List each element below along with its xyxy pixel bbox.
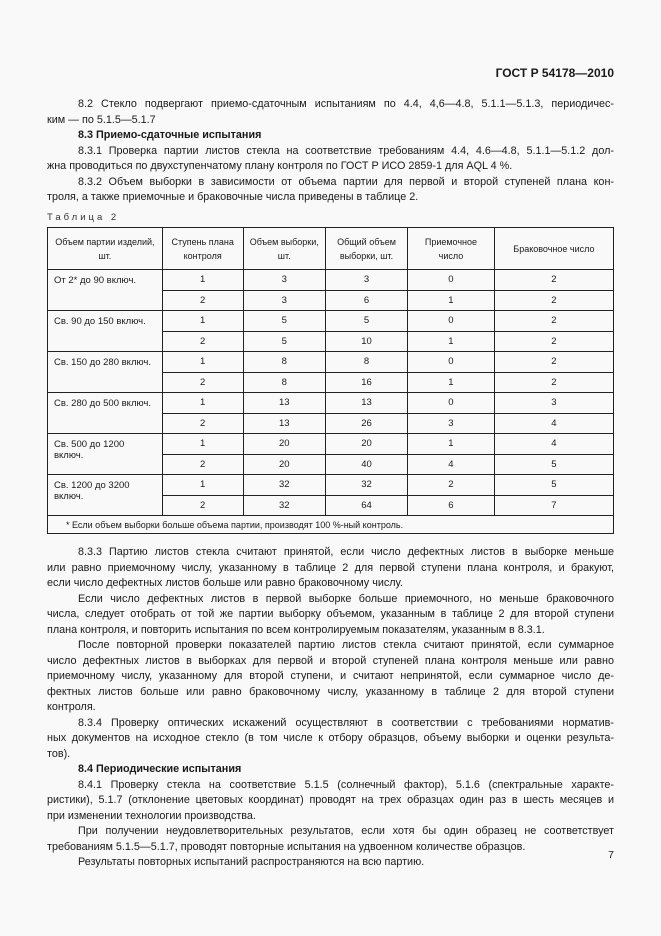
table-cell: 16 xyxy=(325,372,407,393)
table-cell: 0 xyxy=(408,311,495,332)
text-line: При получении неудовлетворительных результатов, если хотя бы один образец не соответствует xyxy=(78,825,614,837)
document-id: ГОСТ Р 54178—2010 xyxy=(495,66,614,80)
lot-size-cell: Св. 90 до 150 включ. xyxy=(48,311,163,352)
table-cell: 2 xyxy=(494,372,613,393)
table-cell: 5 xyxy=(494,454,613,475)
paragraph xyxy=(47,175,614,206)
text-line: если число дефектных листов больше или равно браковочному числу. xyxy=(47,577,403,589)
paragraph xyxy=(47,716,614,763)
table-cell: 0 xyxy=(408,393,495,414)
table-cell: 7 xyxy=(494,495,613,516)
table-footnote: * Если объем выборки больше объема партии, производят 100 %-ный контроль. xyxy=(48,516,614,534)
table-2 xyxy=(47,227,614,534)
table-cell: 13 xyxy=(243,413,325,434)
table-cell: 4 xyxy=(494,434,613,455)
text-line: 8.3.4 Проверку оптических искажений осуществляют в соответствии с требованиями норматив- xyxy=(78,716,614,729)
paragraph xyxy=(47,144,614,175)
footnote-row xyxy=(48,516,614,534)
table-cell: 3 xyxy=(494,393,613,414)
table-row xyxy=(48,434,614,455)
text-line: Результаты повторных испытаний распространяются на всю партию. xyxy=(78,856,425,868)
table-cell: 1 xyxy=(162,475,243,496)
table-cell: 5 xyxy=(494,475,613,496)
table-row xyxy=(48,311,614,332)
paragraph xyxy=(47,855,614,871)
table-cell: 32 xyxy=(243,495,325,516)
table-cell: 4 xyxy=(494,413,613,434)
table-cell: 1 xyxy=(162,311,243,332)
text-line: 8.4.1 Проверку стекла на соответствие 5.1.5 (солнечный фактор), 5.1.6 (спектральные характе- xyxy=(78,778,614,791)
text-line: приемочному числу, указанному для второй ступени, и считают непринятой, если суммарное число де- xyxy=(47,670,614,682)
table-cell: 64 xyxy=(325,495,407,516)
table-cell: 2 xyxy=(494,331,613,352)
column-header: Общий объем выборки, шт. xyxy=(325,228,407,270)
table-cell: 3 xyxy=(243,270,325,291)
table-cell: 1 xyxy=(162,434,243,455)
text-line: Если число дефектных листов в первой выборке больше приемочного, но меньше браковочного xyxy=(78,592,614,605)
table-cell: 2 xyxy=(494,311,613,332)
table-caption: Таблица 2 xyxy=(47,212,120,223)
table-cell: 1 xyxy=(408,331,495,352)
text-line: числа, следует отобрать от той же партии выборку объемом, указанным в таблице 2 для второй ступени xyxy=(47,608,614,620)
table-cell: 20 xyxy=(325,434,407,455)
table-cell: 2 xyxy=(408,475,495,496)
text-line: троля, а также приемочные и браковочные числа приведены в таблице 2. xyxy=(47,191,419,203)
table-row xyxy=(48,475,614,496)
table-cell: 5 xyxy=(243,311,325,332)
lot-size-cell: Св. 1200 до 3200 включ. xyxy=(48,475,163,516)
text-line: После повторной проверки показателей партию листов стекла считают принятой, если суммарное xyxy=(78,639,614,651)
table-cell: 13 xyxy=(243,393,325,414)
lot-size-cell: От 2* до 90 включ. xyxy=(48,270,163,311)
column-header: Приемочное число xyxy=(408,228,495,270)
text-line: плана контроля, и повторить испытания по всем контролируемым показателям, указанным в 8.3.1. xyxy=(47,623,545,636)
section-heading: 8.4 Периодические испытания xyxy=(78,763,242,775)
table-header-row xyxy=(48,228,614,270)
paragraph xyxy=(47,592,614,639)
paragraph xyxy=(47,638,614,716)
column-header: Объем выборки, шт. xyxy=(243,228,325,270)
paragraph xyxy=(47,545,614,592)
text-line: при изменении технологии производства. xyxy=(47,809,256,822)
table-cell: 1 xyxy=(162,393,243,414)
table-cell: 1 xyxy=(408,434,495,455)
text-line: 8.2 Стекло подвергают приемо-сдаточным испытаниям по 4.4, 4,6—4.8, 5.1.1—5.1.3, периодичес- xyxy=(78,98,614,110)
lot-size-cell: Св. 150 до 280 включ. xyxy=(48,352,163,393)
table-cell: 1 xyxy=(162,270,243,291)
table-cell: 2 xyxy=(162,454,243,475)
table-cell: 2 xyxy=(494,290,613,311)
text-line: фектных листов больше или равно браковочному числу, указанному в таблице 2 для второй ступени xyxy=(47,685,614,698)
text-line: 8.3.2 Объем выборки в зависимости от объема партии для первой и второй ступеней плана кон- xyxy=(78,175,614,188)
table-cell: 1 xyxy=(162,352,243,373)
text-line: ким — по 5.1.5—5.1.7 xyxy=(47,113,156,126)
page-number: 7 xyxy=(608,849,614,861)
text-line: или равно приемочному числу, указанному в таблице 2 для первой ступени плана контроля, и бракуют, xyxy=(47,561,614,574)
table-row xyxy=(48,270,614,291)
section-8-3-3-8-4 xyxy=(47,545,614,871)
table-row xyxy=(48,393,614,414)
paragraph xyxy=(47,778,614,825)
table-cell: 32 xyxy=(325,475,407,496)
column-header: Браковочное число xyxy=(494,228,613,270)
table-cell: 2 xyxy=(162,331,243,352)
table-cell: 0 xyxy=(408,352,495,373)
table-cell: 2 xyxy=(494,270,613,291)
table-cell: 20 xyxy=(243,434,325,455)
text-line: жна проводиться по двухступенчатому плану контроля по ГОСТ Р ИСО 2859-1 для AQL 4 %. xyxy=(47,160,513,172)
paragraph xyxy=(47,824,614,855)
column-header: Ступень плана контроля xyxy=(162,228,243,270)
table-cell: 2 xyxy=(162,372,243,393)
table-cell: 26 xyxy=(325,413,407,434)
table-cell: 6 xyxy=(408,495,495,516)
section-8-2-8-3 xyxy=(47,97,614,206)
text-line: тов). xyxy=(47,747,71,760)
table-cell: 3 xyxy=(243,290,325,311)
table-cell: 8 xyxy=(325,352,407,373)
table-cell: 13 xyxy=(325,393,407,414)
section-heading: 8.3 Приемо-сдаточные испытания xyxy=(78,129,262,141)
table-cell: 1 xyxy=(408,290,495,311)
table-row xyxy=(48,352,614,373)
table-cell: 10 xyxy=(325,331,407,352)
text-line: 8.3.3 Партию листов стекла считают принятой, если число дефектных листов в выборке меньше xyxy=(78,546,614,558)
table-cell: 5 xyxy=(243,331,325,352)
lot-size-cell: Св. 280 до 500 включ. xyxy=(48,393,163,434)
table-cell: 2 xyxy=(162,413,243,434)
table-cell: 3 xyxy=(325,270,407,291)
table-cell: 3 xyxy=(408,413,495,434)
table-cell: 6 xyxy=(325,290,407,311)
table-cell: 8 xyxy=(243,352,325,373)
text-line: число дефектных листов в выборках для первой и второй ступеней плана контроля меньше или равно xyxy=(47,654,614,667)
table-cell: 4 xyxy=(408,454,495,475)
table-cell: 20 xyxy=(243,454,325,475)
table-cell: 8 xyxy=(243,372,325,393)
text-line: контроля. xyxy=(47,701,96,713)
table-cell: 2 xyxy=(162,495,243,516)
text-line: ристики), 5.1.7 (отклонение цветовых координат) проводят на трех образцах один раз в шесть месяцев и xyxy=(47,794,614,806)
table-cell: 32 xyxy=(243,475,325,496)
table-cell: 2 xyxy=(162,290,243,311)
text-line: требованиям 5.1.5—5.1.7, проводят повторные испытания на удвоенном количестве образцов. xyxy=(47,840,526,853)
lot-size-cell: Св. 500 до 1200 включ. xyxy=(48,434,163,475)
text-line: 8.3.1 Проверка партии листов стекла на соответствие требованиям 4.4, 4.6—4.8, 5.1.1—5.1.2 дол- xyxy=(78,144,614,157)
table-cell: 2 xyxy=(494,352,613,373)
table-cell: 5 xyxy=(325,311,407,332)
text-line: ных документов на исходное стекло (в том числе к отбору образцов, объему выборки и оценки результа- xyxy=(47,732,614,744)
table-cell: 0 xyxy=(408,270,495,291)
column-header: Объем партии изделий, шт. xyxy=(48,228,163,270)
table-cell: 1 xyxy=(408,372,495,393)
table-cell: 40 xyxy=(325,454,407,475)
paragraph xyxy=(47,97,614,128)
